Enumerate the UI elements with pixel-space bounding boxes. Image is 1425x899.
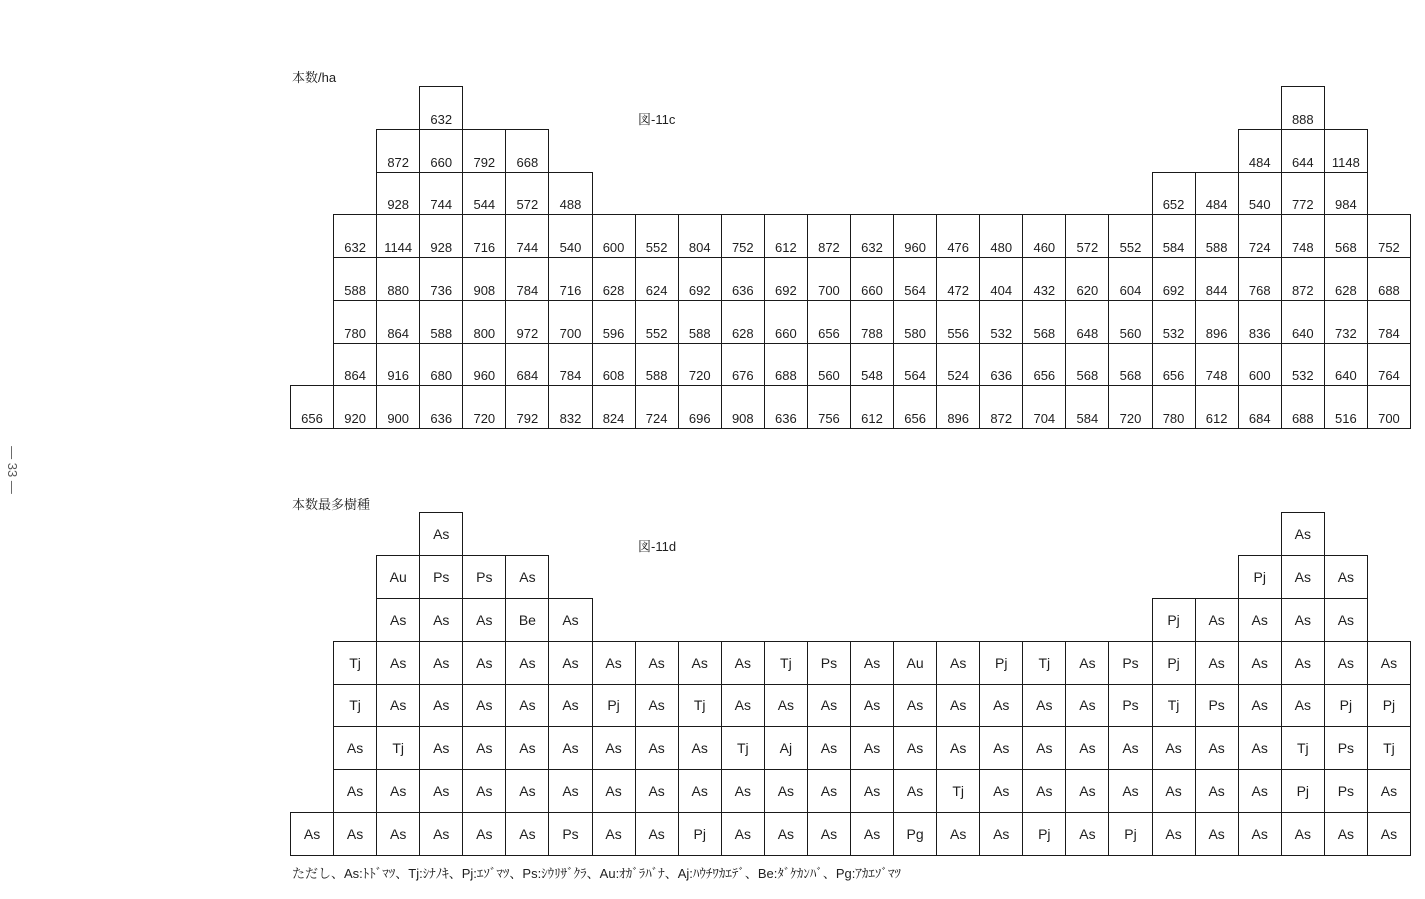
species-cell: As bbox=[893, 769, 937, 813]
density-cell: 744 bbox=[419, 172, 463, 216]
density-cell: 928 bbox=[419, 214, 463, 258]
species-cell: As bbox=[1281, 684, 1325, 728]
density-cell: 800 bbox=[462, 300, 506, 344]
species-cell: As bbox=[419, 812, 463, 856]
species-cell: As bbox=[764, 684, 808, 728]
density-cell: 752 bbox=[721, 214, 765, 258]
species-cell: As bbox=[1195, 641, 1239, 685]
density-cell: 516 bbox=[1324, 385, 1368, 429]
density-cell: 632 bbox=[850, 214, 894, 258]
species-cell: As bbox=[592, 641, 636, 685]
species-cell: Ps bbox=[807, 641, 851, 685]
species-cell: As bbox=[807, 726, 851, 770]
species-cell: As bbox=[936, 641, 980, 685]
density-cell: 656 bbox=[893, 385, 937, 429]
species-cell: Pj bbox=[1324, 684, 1368, 728]
species-cell: As bbox=[462, 641, 506, 685]
density-cell: 608 bbox=[592, 343, 636, 387]
species-cell: As bbox=[333, 812, 377, 856]
density-cell: 736 bbox=[419, 257, 463, 301]
species-cell: Aj bbox=[764, 726, 808, 770]
density-cell: 564 bbox=[893, 343, 937, 387]
species-cell: As bbox=[850, 812, 894, 856]
density-cell: 652 bbox=[1152, 172, 1196, 216]
density-cell: 524 bbox=[936, 343, 980, 387]
density-cell: 716 bbox=[462, 214, 506, 258]
species-cell: As bbox=[333, 769, 377, 813]
species-cell: As bbox=[1108, 769, 1152, 813]
species-cell: Au bbox=[893, 641, 937, 685]
density-cell: 704 bbox=[1022, 385, 1066, 429]
density-cell: 916 bbox=[376, 343, 420, 387]
density-cell: 484 bbox=[1238, 129, 1282, 173]
density-cell: 656 bbox=[807, 300, 851, 344]
species-cell: As bbox=[333, 726, 377, 770]
figure-11d-ylabel: 本数最多樹種 bbox=[292, 497, 371, 512]
density-cell: 624 bbox=[635, 257, 679, 301]
species-cell: Pg bbox=[893, 812, 937, 856]
species-cell: Be bbox=[505, 598, 549, 642]
density-cell: 972 bbox=[505, 300, 549, 344]
density-cell: 984 bbox=[1324, 172, 1368, 216]
species-cell: Pj bbox=[1367, 684, 1411, 728]
species-cell: As bbox=[1324, 598, 1368, 642]
density-cell: 1148 bbox=[1324, 129, 1368, 173]
species-cell: As bbox=[1324, 555, 1368, 599]
density-cell: 572 bbox=[1065, 214, 1109, 258]
species-cell: As bbox=[1022, 769, 1066, 813]
species-cell: As bbox=[419, 598, 463, 642]
density-cell: 552 bbox=[1108, 214, 1152, 258]
density-cell: 552 bbox=[635, 214, 679, 258]
species-cell: As bbox=[592, 769, 636, 813]
density-cell: 692 bbox=[764, 257, 808, 301]
species-cell: As bbox=[1281, 598, 1325, 642]
species-cell: As bbox=[936, 812, 980, 856]
density-cell: 744 bbox=[505, 214, 549, 258]
density-cell: 612 bbox=[764, 214, 808, 258]
species-cell: As bbox=[1152, 726, 1196, 770]
density-cell: 588 bbox=[1195, 214, 1239, 258]
species-cell: As bbox=[850, 726, 894, 770]
species-cell: As bbox=[548, 641, 592, 685]
density-cell: 684 bbox=[1238, 385, 1282, 429]
density-cell: 636 bbox=[721, 257, 765, 301]
species-cell: As bbox=[1195, 812, 1239, 856]
species-cell: As bbox=[1281, 812, 1325, 856]
density-cell: 632 bbox=[333, 214, 377, 258]
species-cell: As bbox=[548, 598, 592, 642]
density-cell: 532 bbox=[1152, 300, 1196, 344]
density-cell: 636 bbox=[979, 343, 1023, 387]
species-cell: As bbox=[1281, 555, 1325, 599]
species-cell: Ps bbox=[419, 555, 463, 599]
density-cell: 768 bbox=[1238, 257, 1282, 301]
density-cell: 872 bbox=[1281, 257, 1325, 301]
density-cell: 676 bbox=[721, 343, 765, 387]
density-cell: 880 bbox=[376, 257, 420, 301]
density-cell: 556 bbox=[936, 300, 980, 344]
density-cell: 540 bbox=[548, 214, 592, 258]
density-cell: 896 bbox=[936, 385, 980, 429]
density-cell: 748 bbox=[1281, 214, 1325, 258]
density-cell: 552 bbox=[635, 300, 679, 344]
density-cell: 720 bbox=[1108, 385, 1152, 429]
species-cell: As bbox=[376, 769, 420, 813]
density-cell: 752 bbox=[1367, 214, 1411, 258]
species-cell: As bbox=[979, 684, 1023, 728]
species-cell: Ps bbox=[548, 812, 592, 856]
density-cell: 460 bbox=[1022, 214, 1066, 258]
density-cell: 824 bbox=[592, 385, 636, 429]
species-cell: As bbox=[635, 641, 679, 685]
dominant-species-grid bbox=[290, 512, 1411, 856]
density-cell: 588 bbox=[419, 300, 463, 344]
density-cell: 836 bbox=[1238, 300, 1282, 344]
species-cell: Tj bbox=[721, 726, 765, 770]
species-cell: Ps bbox=[462, 555, 506, 599]
density-cell: 700 bbox=[548, 300, 592, 344]
species-cell: As bbox=[678, 641, 722, 685]
species-cell: Tj bbox=[376, 726, 420, 770]
density-cell: 532 bbox=[1281, 343, 1325, 387]
density-cell: 792 bbox=[505, 385, 549, 429]
species-cell: As bbox=[419, 769, 463, 813]
density-cell: 432 bbox=[1022, 257, 1066, 301]
species-cell: As bbox=[1238, 769, 1282, 813]
density-cell: 620 bbox=[1065, 257, 1109, 301]
species-cell: As bbox=[1152, 769, 1196, 813]
species-cell: As bbox=[1022, 684, 1066, 728]
species-cell: As bbox=[1065, 641, 1109, 685]
density-cell: 580 bbox=[893, 300, 937, 344]
species-cell: As bbox=[1238, 641, 1282, 685]
density-cell: 804 bbox=[678, 214, 722, 258]
species-cell: As bbox=[419, 512, 463, 556]
density-cell: 888 bbox=[1281, 86, 1325, 130]
species-cell: As bbox=[1367, 812, 1411, 856]
density-cell: 864 bbox=[376, 300, 420, 344]
density-cell: 532 bbox=[979, 300, 1023, 344]
species-cell: As bbox=[1367, 769, 1411, 813]
density-cell: 680 bbox=[419, 343, 463, 387]
species-cell: As bbox=[635, 726, 679, 770]
density-cell: 900 bbox=[376, 385, 420, 429]
density-cell: 772 bbox=[1281, 172, 1325, 216]
density-cell: 644 bbox=[1281, 129, 1325, 173]
species-cell: As bbox=[462, 769, 506, 813]
density-cell: 548 bbox=[850, 343, 894, 387]
species-cell: As bbox=[936, 726, 980, 770]
density-cell: 844 bbox=[1195, 257, 1239, 301]
density-cell: 560 bbox=[807, 343, 851, 387]
density-cell: 484 bbox=[1195, 172, 1239, 216]
species-cell: As bbox=[893, 726, 937, 770]
species-cell: As bbox=[721, 769, 765, 813]
density-cell: 784 bbox=[548, 343, 592, 387]
density-cell: 600 bbox=[592, 214, 636, 258]
species-cell: As bbox=[807, 684, 851, 728]
species-cell: As bbox=[764, 769, 808, 813]
density-cell: 920 bbox=[333, 385, 377, 429]
density-cell: 636 bbox=[419, 385, 463, 429]
page-number: — 33 — bbox=[5, 446, 20, 494]
species-cell: As bbox=[979, 769, 1023, 813]
density-cell: 660 bbox=[850, 257, 894, 301]
density-cell: 764 bbox=[1367, 343, 1411, 387]
species-cell: As bbox=[1195, 769, 1239, 813]
species-cell: As bbox=[635, 769, 679, 813]
density-cell: 756 bbox=[807, 385, 851, 429]
density-cell: 568 bbox=[1108, 343, 1152, 387]
species-cell: Ps bbox=[1108, 641, 1152, 685]
density-cell: 588 bbox=[333, 257, 377, 301]
density-cell: 688 bbox=[1281, 385, 1325, 429]
species-cell: Pj bbox=[1281, 769, 1325, 813]
density-cell: 700 bbox=[1367, 385, 1411, 429]
species-cell: As bbox=[505, 812, 549, 856]
density-cell: 724 bbox=[1238, 214, 1282, 258]
species-cell: As bbox=[635, 684, 679, 728]
density-cell: 792 bbox=[462, 129, 506, 173]
species-cell: As bbox=[505, 684, 549, 728]
density-cell: 908 bbox=[721, 385, 765, 429]
density-cell: 1144 bbox=[376, 214, 420, 258]
density-cell: 640 bbox=[1324, 343, 1368, 387]
species-cell: As bbox=[1065, 769, 1109, 813]
species-cell: Pj bbox=[1238, 555, 1282, 599]
density-cell: 584 bbox=[1152, 214, 1196, 258]
species-cell: As bbox=[1367, 641, 1411, 685]
density-cell: 732 bbox=[1324, 300, 1368, 344]
species-cell: Ps bbox=[1324, 769, 1368, 813]
species-cell: As bbox=[505, 769, 549, 813]
species-cell: Ps bbox=[1324, 726, 1368, 770]
density-cell: 656 bbox=[1022, 343, 1066, 387]
species-cell: As bbox=[807, 769, 851, 813]
species-cell: Tj bbox=[936, 769, 980, 813]
density-cell: 540 bbox=[1238, 172, 1282, 216]
density-cell: 544 bbox=[462, 172, 506, 216]
species-cell: As bbox=[592, 726, 636, 770]
figure-11c-ylabel: 本数/ha bbox=[292, 70, 337, 85]
species-cell: As bbox=[1281, 641, 1325, 685]
density-cell: 584 bbox=[1065, 385, 1109, 429]
density-cell: 660 bbox=[764, 300, 808, 344]
species-cell: As bbox=[419, 684, 463, 728]
density-cell: 864 bbox=[333, 343, 377, 387]
species-cell: As bbox=[1195, 726, 1239, 770]
density-cell: 688 bbox=[764, 343, 808, 387]
density-cell: 604 bbox=[1108, 257, 1152, 301]
density-cell: 656 bbox=[1152, 343, 1196, 387]
species-cell: Tj bbox=[333, 684, 377, 728]
density-cell: 588 bbox=[635, 343, 679, 387]
density-cell: 564 bbox=[893, 257, 937, 301]
species-cell: As bbox=[505, 726, 549, 770]
density-cell: 688 bbox=[1367, 257, 1411, 301]
species-cell: As bbox=[1324, 641, 1368, 685]
figure-11c-caption: 図-11c bbox=[638, 112, 676, 127]
density-cell: 720 bbox=[678, 343, 722, 387]
species-cell: As bbox=[1281, 512, 1325, 556]
density-cell: 784 bbox=[505, 257, 549, 301]
density-cell: 872 bbox=[979, 385, 1023, 429]
density-cell: 572 bbox=[505, 172, 549, 216]
density-cell: 872 bbox=[376, 129, 420, 173]
species-cell: As bbox=[462, 684, 506, 728]
density-cell: 716 bbox=[548, 257, 592, 301]
species-cell: As bbox=[376, 598, 420, 642]
density-cell: 788 bbox=[850, 300, 894, 344]
density-cell: 656 bbox=[290, 385, 334, 429]
density-cell: 684 bbox=[505, 343, 549, 387]
species-cell: Pj bbox=[592, 684, 636, 728]
density-cell: 600 bbox=[1238, 343, 1282, 387]
species-cell: As bbox=[1065, 726, 1109, 770]
stand-density-grid bbox=[290, 86, 1411, 429]
density-cell: 780 bbox=[1152, 385, 1196, 429]
species-cell: As bbox=[1238, 684, 1282, 728]
density-cell: 568 bbox=[1022, 300, 1066, 344]
species-cell: As bbox=[376, 641, 420, 685]
species-cell: Tj bbox=[764, 641, 808, 685]
density-cell: 692 bbox=[1152, 257, 1196, 301]
species-cell: Pj bbox=[1022, 812, 1066, 856]
density-cell: 628 bbox=[721, 300, 765, 344]
density-cell: 696 bbox=[678, 385, 722, 429]
species-cell: Tj bbox=[678, 684, 722, 728]
density-cell: 896 bbox=[1195, 300, 1239, 344]
species-cell: As bbox=[376, 812, 420, 856]
density-cell: 872 bbox=[807, 214, 851, 258]
figure-11d-caption: 図-11d bbox=[638, 539, 677, 554]
density-cell: 632 bbox=[419, 86, 463, 130]
species-cell: Au bbox=[376, 555, 420, 599]
species-cell: As bbox=[979, 726, 1023, 770]
species-cell: As bbox=[548, 769, 592, 813]
species-cell: Pj bbox=[979, 641, 1023, 685]
species-cell: Ps bbox=[1108, 684, 1152, 728]
density-cell: 404 bbox=[979, 257, 1023, 301]
species-cell: Pj bbox=[678, 812, 722, 856]
species-cell: As bbox=[635, 812, 679, 856]
density-cell: 908 bbox=[462, 257, 506, 301]
density-cell: 640 bbox=[1281, 300, 1325, 344]
species-cell: Tj bbox=[333, 641, 377, 685]
species-cell: As bbox=[1238, 726, 1282, 770]
species-cell: As bbox=[462, 726, 506, 770]
density-cell: 628 bbox=[1324, 257, 1368, 301]
density-cell: 588 bbox=[678, 300, 722, 344]
density-cell: 612 bbox=[1195, 385, 1239, 429]
species-legend-footnote: ただし、As:ﾄﾄﾞﾏﾂ、Tj:ｼﾅﾉｷ、Pj:ｴｿﾞﾏﾂ、Ps:ｼｳﾘｻﾞｸﾗ、Au:ｵｶﾞﾗﾊﾞﾅ、Aj:ﾊｳﾁﾜｶｴﾃﾞ、Be:ﾀﾞｹｶﾝﾊﾞ、Pg:ｱｶｴｿﾞﾏﾂ bbox=[292, 866, 901, 881]
density-cell: 568 bbox=[1324, 214, 1368, 258]
species-cell: Pj bbox=[1108, 812, 1152, 856]
species-cell: As bbox=[893, 684, 937, 728]
species-cell: As bbox=[548, 726, 592, 770]
density-cell: 560 bbox=[1108, 300, 1152, 344]
species-cell: As bbox=[678, 769, 722, 813]
density-cell: 960 bbox=[893, 214, 937, 258]
species-cell: As bbox=[1195, 598, 1239, 642]
species-cell: As bbox=[376, 684, 420, 728]
density-cell: 748 bbox=[1195, 343, 1239, 387]
species-cell: As bbox=[1152, 812, 1196, 856]
density-cell: 700 bbox=[807, 257, 851, 301]
species-cell: As bbox=[936, 684, 980, 728]
species-cell: As bbox=[1238, 812, 1282, 856]
density-cell: 928 bbox=[376, 172, 420, 216]
species-cell: As bbox=[721, 641, 765, 685]
density-cell: 832 bbox=[548, 385, 592, 429]
species-cell: As bbox=[678, 726, 722, 770]
species-cell: As bbox=[290, 812, 334, 856]
density-cell: 480 bbox=[979, 214, 1023, 258]
species-cell: As bbox=[1022, 726, 1066, 770]
density-cell: 472 bbox=[936, 257, 980, 301]
species-cell: As bbox=[505, 641, 549, 685]
species-cell: As bbox=[850, 641, 894, 685]
density-cell: 960 bbox=[462, 343, 506, 387]
species-cell: As bbox=[419, 641, 463, 685]
species-cell: Ps bbox=[1195, 684, 1239, 728]
species-cell: As bbox=[505, 555, 549, 599]
density-cell: 596 bbox=[592, 300, 636, 344]
density-cell: 636 bbox=[764, 385, 808, 429]
species-cell: As bbox=[419, 726, 463, 770]
species-cell: As bbox=[1065, 812, 1109, 856]
species-cell: As bbox=[979, 812, 1023, 856]
species-cell: As bbox=[1065, 684, 1109, 728]
density-cell: 568 bbox=[1065, 343, 1109, 387]
density-cell: 476 bbox=[936, 214, 980, 258]
density-cell: 628 bbox=[592, 257, 636, 301]
species-cell: As bbox=[721, 684, 765, 728]
species-cell: As bbox=[807, 812, 851, 856]
species-cell: As bbox=[721, 812, 765, 856]
species-cell: Tj bbox=[1281, 726, 1325, 770]
density-cell: 720 bbox=[462, 385, 506, 429]
species-cell: As bbox=[1324, 812, 1368, 856]
species-cell: Tj bbox=[1367, 726, 1411, 770]
density-cell: 612 bbox=[850, 385, 894, 429]
species-cell: As bbox=[764, 812, 808, 856]
density-cell: 724 bbox=[635, 385, 679, 429]
species-cell: Tj bbox=[1022, 641, 1066, 685]
species-cell: As bbox=[1238, 598, 1282, 642]
species-cell: As bbox=[1108, 726, 1152, 770]
density-cell: 780 bbox=[333, 300, 377, 344]
density-cell: 488 bbox=[548, 172, 592, 216]
species-cell: As bbox=[592, 812, 636, 856]
species-cell: As bbox=[850, 769, 894, 813]
species-cell: Tj bbox=[1152, 684, 1196, 728]
density-cell: 648 bbox=[1065, 300, 1109, 344]
species-cell: As bbox=[462, 812, 506, 856]
density-cell: 784 bbox=[1367, 300, 1411, 344]
density-cell: 668 bbox=[505, 129, 549, 173]
species-cell: Pj bbox=[1152, 598, 1196, 642]
density-cell: 660 bbox=[419, 129, 463, 173]
species-cell: As bbox=[850, 684, 894, 728]
density-cell: 692 bbox=[678, 257, 722, 301]
species-cell: As bbox=[548, 684, 592, 728]
species-cell: As bbox=[462, 598, 506, 642]
species-cell: Pj bbox=[1152, 641, 1196, 685]
